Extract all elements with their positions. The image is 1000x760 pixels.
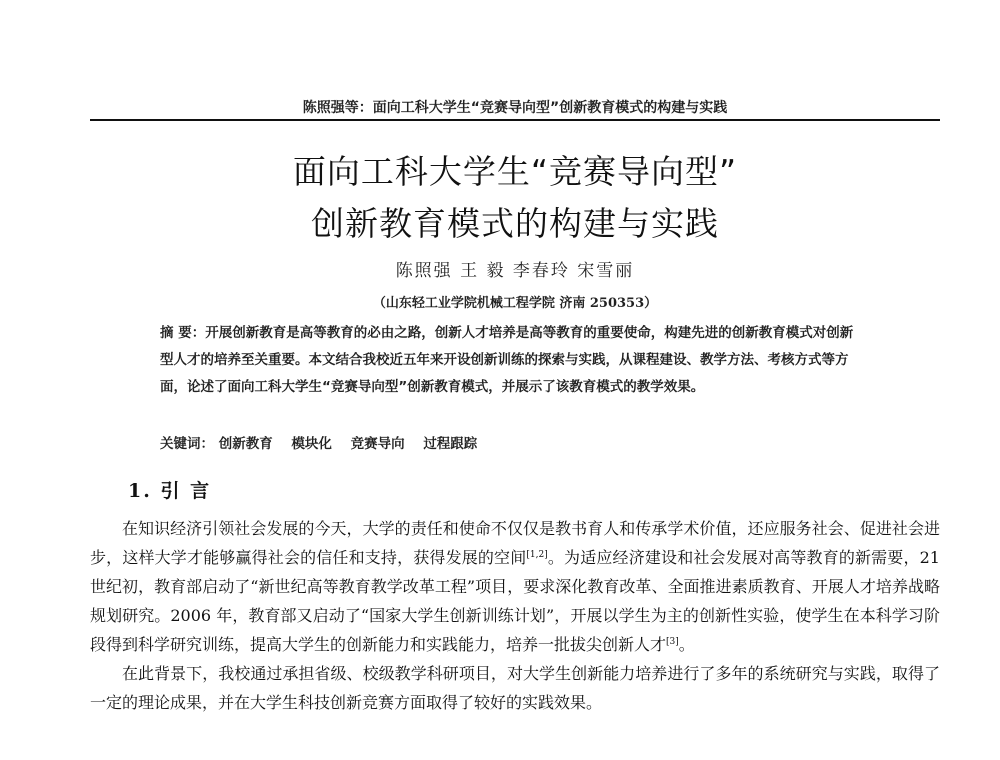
body-text <box>90 514 940 717</box>
affiliation: （山东轻工业学院机械工程学院 济南 250353） <box>372 296 658 311</box>
paragraph-1-part-c: 。 <box>678 635 695 654</box>
paragraph-1 <box>90 514 940 659</box>
paper-title-line-2: 创新教育模式的构建与实践 <box>311 204 719 243</box>
citation-ref: [1,2] <box>526 550 548 560</box>
abstract <box>160 320 860 401</box>
authors: 陈照强 王 毅 李春玲 宋雪丽 <box>395 261 635 281</box>
abstract-text: 开展创新教育是高等教育的必由之路，创新人才培养是高等教育的重要使命，构建先进的创新教育模式对创新型人才的培养至关重要。本文结合我校近五年来开设创新训练的探索与实践，从课程建设、教学方法、考核方式等方面，论述了面向工科大学生“竞赛导向型”创新教育模式，并展示了该教育模式的教学效果。 <box>160 325 854 395</box>
keyword: 创新教育 <box>218 436 273 452</box>
keyword: 模块化 <box>291 436 332 452</box>
paragraph-1-part-b: 。为适应经济建设和社会发展对高等教育的新需要，21 世纪初，教育部启动了“新世纪高等教育教学改革工程”项目，要求深化教育改革、全面推进素质教育、开展人才培养战略规划研究。2006 年，教育部又启动了“国家大学生创新训练计划”，开展以学生为主的创新性实验，使学生在本科学习阶段得到科学研究训练，提高大学生的创新能力和实践能力，培养一批拔尖创新人才 <box>90 548 940 654</box>
abstract-label: 摘 要： <box>160 325 206 341</box>
keyword: 竞赛导向 <box>350 436 405 452</box>
keywords <box>160 432 860 452</box>
paragraph-2: 在此背景下，我校通过承担省级、校级教学科研项目，对大学生创新能力培养进行了多年的系统研究与实践，取得了一定的理论成果，并在大学生科技创新竞赛方面取得了较好的实践效果。 <box>90 664 940 712</box>
paragraph-1-part-a: 在知识经济引领社会发展的今天，大学的责任和使命不仅仅是教书育人和传承学术价值，还应服务社会、促进社会进步，这样大学才能够赢得社会的信任和支持，获得发展的空间 <box>90 519 940 567</box>
keyword: 过程跟踪 <box>423 436 478 452</box>
header-rule <box>90 119 940 121</box>
paper-title-line-1: 面向工科大学生“竞赛导向型” <box>292 152 738 191</box>
citation-ref: [3] <box>666 637 679 647</box>
section-heading: 1. 引 言 <box>128 480 212 502</box>
running-head: 陈照强等：面向工科大学生“竞赛导向型”创新教育模式的构建与实践 <box>302 100 728 116</box>
keywords-label: 关键词： <box>160 436 214 452</box>
